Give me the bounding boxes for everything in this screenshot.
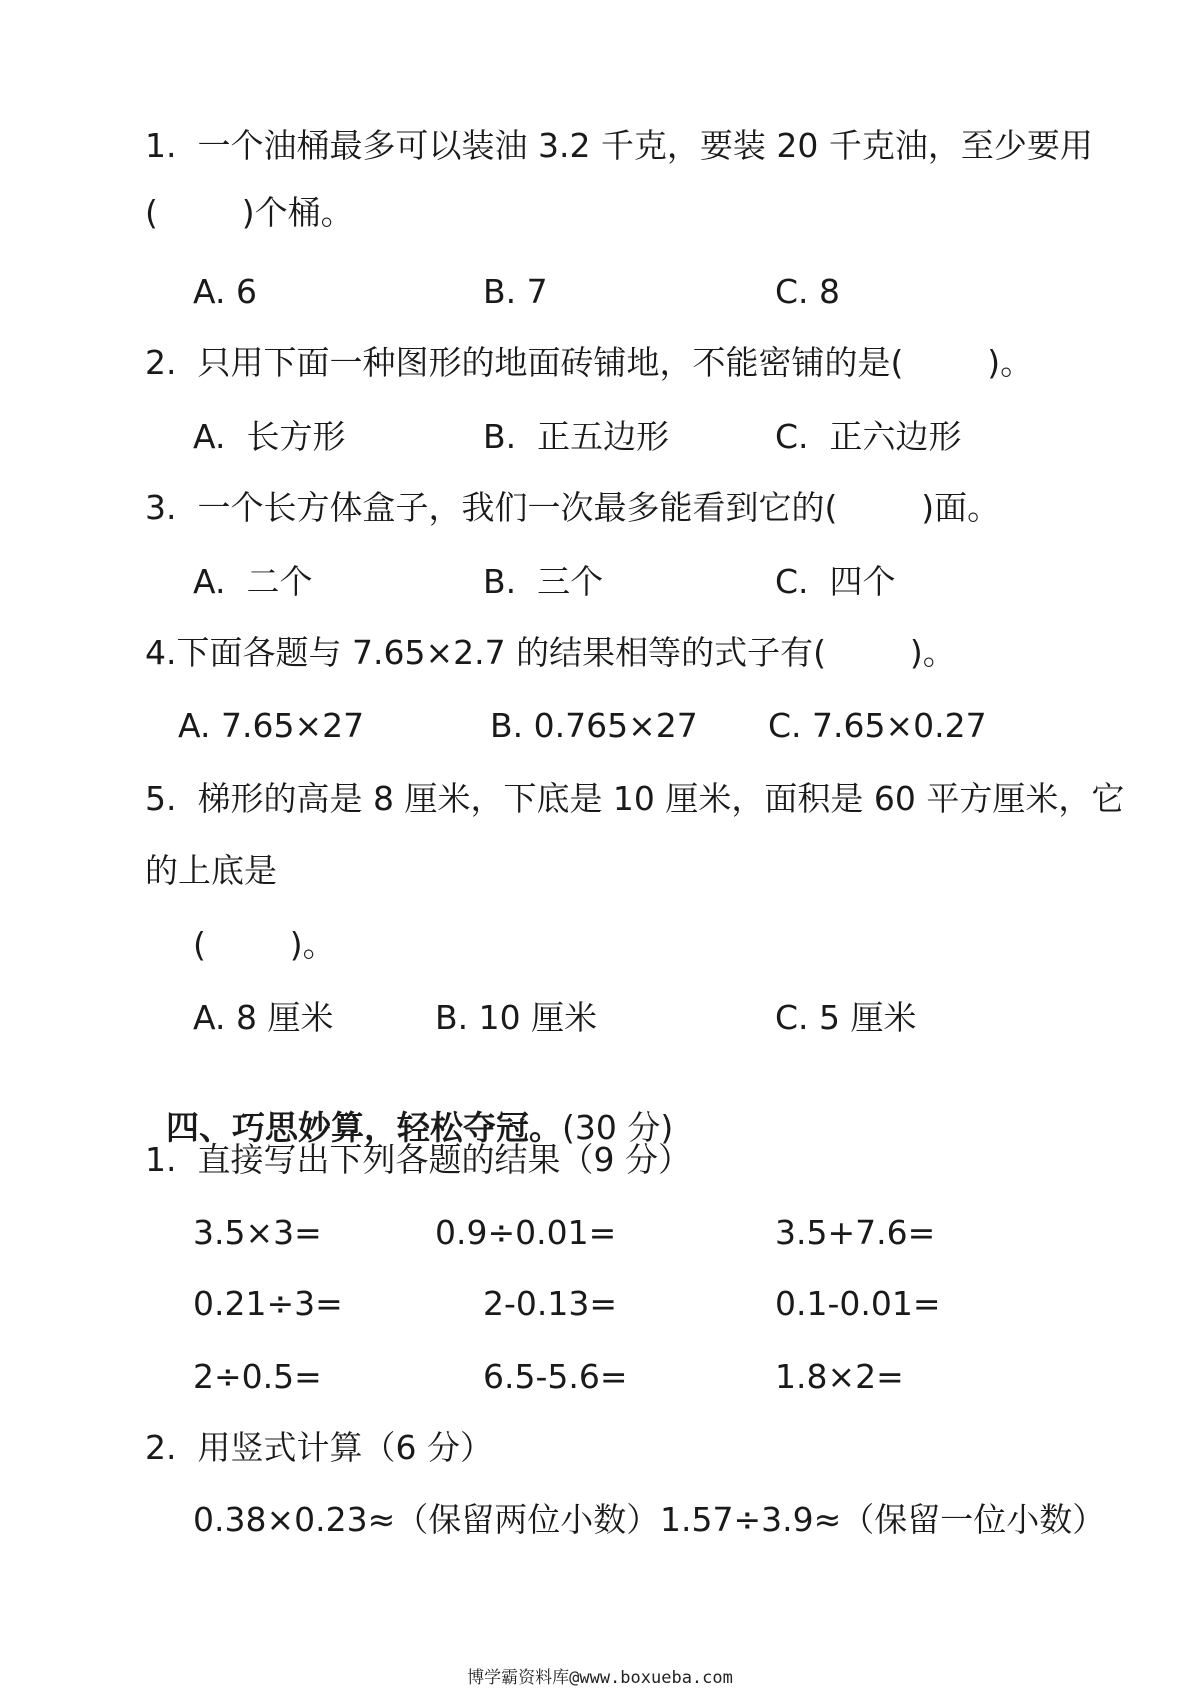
question-2-stem: 2. 只用下面一种图形的地面砖铺地，不能密铺的是( )。 <box>145 343 1034 382</box>
question-4-stem: 4.下面各题与 7.65×2.7 的结果相等的式子有( )。 <box>145 633 956 672</box>
question-2-option-c: C. 正六边形 <box>775 417 962 456</box>
calc-item: 2-0.13= <box>483 1284 618 1323</box>
question-5-stem-line1: 5. 梯形的高是 8 厘米，下底是 10 厘米，面积是 60 平方厘米，它 <box>145 779 1125 818</box>
question-1-option-c: C. 8 <box>775 272 841 311</box>
question-3-stem: 3. 一个长方体盒子，我们一次最多能看到它的( )面。 <box>145 488 1001 527</box>
part-1-title: 1. 直接写出下列各题的结果（9 分） <box>145 1140 691 1179</box>
calc-item: 3.5×3= <box>193 1213 322 1252</box>
question-1-option-b: B. 7 <box>483 272 548 311</box>
question-5-option-c: C. 5 厘米 <box>775 998 917 1037</box>
calc-item: 2÷0.5= <box>193 1357 322 1396</box>
calc-item: 0.9÷0.01= <box>435 1213 617 1252</box>
question-4-option-c: C. 7.65×0.27 <box>768 706 987 745</box>
vertical-calc-item: 1.57÷3.9≈（保留一位小数） <box>660 1500 1106 1539</box>
part-2-title: 2. 用竖式计算（6 分） <box>145 1428 493 1467</box>
calc-item: 0.1-0.01= <box>775 1284 941 1323</box>
section-4-heading-score: (30 分) <box>561 1108 674 1147</box>
question-5-option-b: B. 10 厘米 <box>435 998 598 1037</box>
question-3-option-a: A. 二个 <box>193 562 313 601</box>
question-4-option-b: B. 0.765×27 <box>490 706 698 745</box>
calc-item: 6.5-5.6= <box>483 1357 628 1396</box>
question-4-option-a: A. 7.65×27 <box>178 706 365 745</box>
calc-item: 1.8×2= <box>775 1357 904 1396</box>
footer-watermark: 博学霸资料库@www.boxueba.com <box>467 1668 733 1688</box>
question-5-option-a: A. 8 厘米 <box>193 998 334 1037</box>
question-2-option-b: B. 正五边形 <box>483 417 670 456</box>
section-4-heading <box>145 1068 673 1148</box>
calc-item: 3.5+7.6= <box>775 1213 936 1252</box>
calc-item: 0.21÷3= <box>193 1284 343 1323</box>
vertical-calc-item: 0.38×0.23≈（保留两位小数） <box>193 1500 660 1539</box>
question-5-stem-line2: 的上底是 <box>145 851 277 890</box>
question-1-stem-line1: 1. 一个油桶最多可以装油 3.2 千克，要装 20 千克油，至少要用 <box>145 126 1093 165</box>
question-5-stem-line3: ( )。 <box>193 925 336 964</box>
question-1-stem-line2: ( )个桶。 <box>145 193 354 232</box>
question-3-option-b: B. 三个 <box>483 562 604 601</box>
question-3-option-c: C. 四个 <box>775 562 896 601</box>
question-2-option-a: A. 长方形 <box>193 417 346 456</box>
question-1-option-a: A. 6 <box>193 272 257 311</box>
section-4-heading-title: 四、巧思妙算，轻松夺冠。 <box>165 1108 562 1147</box>
